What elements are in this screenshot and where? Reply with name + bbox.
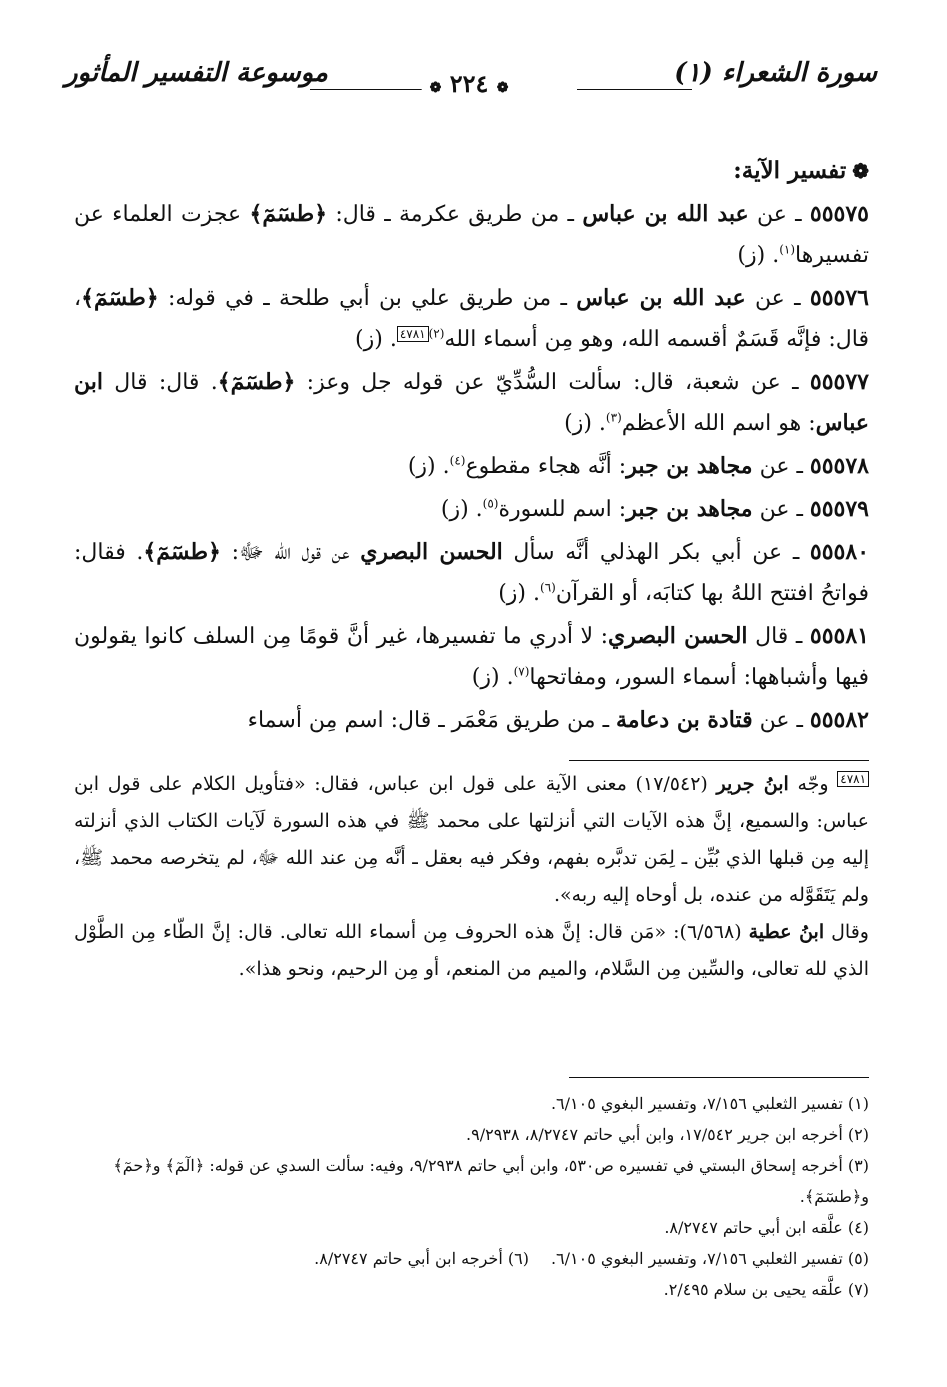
entry-55577: ٥٥٥٧٧ ـ عن شعبة، قال: سألت السُّدِّيّ عن قوله جل وعز: ﴿طسٓمٓ﴾. قال: قال ابن عباس: هو اسم الله الأعظم$^{(٣)}$. (ز) bbox=[74, 369, 869, 436]
commentary-ref-box[interactable]: ٤٧٨١ bbox=[397, 326, 429, 342]
footnote-5: (٥) تفسير الثعلبي ٧/١٥٦، وتفسير البغوي ٦/١٠٥. bbox=[550, 1249, 869, 1268]
footnote-ref[interactable]: (٣) bbox=[605, 410, 622, 425]
page-number: ٢٢٤ bbox=[449, 69, 489, 98]
footnote-6: (٦) أخرجه ابن أبي حاتم ٨/٢٧٤٧. bbox=[314, 1249, 529, 1268]
header-line-right bbox=[577, 89, 692, 90]
entry-55582: ٥٥٥٨٢ ـ عن قتادة بن دعامة ـ من طريق مَعْمَر ـ قال: اسم مِن أسماء bbox=[247, 707, 869, 733]
footnote-3: (٣) أخرجه إسحاق البستي في تفسيره ص٥٣٠، وابن أبي حاتم ٩/٢٩٣٨، وفيه: سألت السدي عن قوله: ﴿الٓمٓ﴾ و﴿حمٓ﴾ و﴿طسٓمٓ﴾. bbox=[113, 1156, 869, 1206]
footnote-ref[interactable]: (٤) bbox=[449, 453, 466, 468]
entry-55575: ٥٥٥٧٥ ـ عن عبد الله بن عباس ـ من طريق عكرمة ـ قال: ﴿طسٓمٓ﴾ عجزت العلماء عن تفسيرها$^{(١)}$. (ز) bbox=[74, 201, 869, 268]
footnote-1: (١) تفسير الثعلبي ٧/١٥٦، وتفسير البغوي ٦/١٠٥. bbox=[550, 1094, 869, 1113]
footnote-7: (٧) علَّقه يحيى بن سلام ٢/٤٩٥. bbox=[663, 1280, 869, 1299]
separator-line bbox=[569, 760, 869, 761]
entry-55580: ٥٥٥٨٠ ـ عن أبي بكر الهذلي أنَّه سأل الحسن البصري عن قول الله ﷻ: ﴿طسٓمٓ﴾. فقال: فواتحُ افتتح اللهُ بها كتابَه، أو القرآن$^{(٦)}$. (ز) bbox=[74, 539, 870, 606]
section-heading: ❁تفسير الآية: bbox=[733, 157, 869, 184]
footnote-4: (٤) علَّقه ابن أبي حاتم ٨/٢٧٤٧. bbox=[664, 1218, 869, 1237]
surah-title: سورة الشعراء (١) bbox=[674, 58, 877, 88]
main-text bbox=[74, 150, 869, 743]
commentary-block bbox=[74, 766, 869, 988]
footnote-ref[interactable]: (٥) bbox=[482, 496, 499, 511]
footnote-ref[interactable]: (٢) bbox=[428, 326, 445, 341]
footnote-2: (٢) أخرجه ابن جرير ١٧/٥٤٢، وابن أبي حاتم ٨/٢٧٤٧، ٩/٢٩٣٨. bbox=[466, 1125, 869, 1144]
ornament-icon: ❁ bbox=[429, 80, 442, 96]
footnote-ref[interactable]: (٦) bbox=[540, 580, 556, 595]
entry-55579: ٥٥٥٧٩ ـ عن مجاهد بن جبر: اسم للسورة$^{(٥)}$. (ز) bbox=[440, 496, 869, 522]
commentary-paragraph: ٤٧٨١ وجّه ابنُ جرير (١٧/٥٤٢) معنى الآية على قول ابن عباس، فقال: «فتأويل الكلام على قول ابن عباس: والسميع، إنَّ هذه الآيات التي أنزلتها على محمد ﷺ في هذه السورة لَآيات الكتاب الذي أنزلته إليه مِن قبلها الذي بُيِّن ـ لِمَن تدبَّره بفهم، وفكر فيه بعقل ـ أنَّه مِن عند الله ﷻ، لم يتخرصه محمد ﷺ، ولم يَتَقَوَّله من عنده، بل أوحاه إليه ربه». bbox=[74, 771, 870, 906]
footnote-ref[interactable]: (١) bbox=[779, 242, 796, 257]
page-number-wrap bbox=[422, 69, 517, 98]
footnote-5-6 bbox=[74, 1243, 869, 1274]
page-header bbox=[65, 58, 877, 98]
footnote-ref[interactable]: (٧) bbox=[513, 664, 530, 679]
entry-55581: ٥٥٥٨١ ـ قال الحسن البصري: لا أدري ما تفسيرها، غير أنَّ قومًا مِن السلف كانوا يقولون فيها وأشباهها: أسماء السور، ومفاتحها$^{(٧)}$. (ز) bbox=[74, 623, 869, 690]
entry-55578: ٥٥٥٧٨ ـ عن مجاهد بن جبر: أنَّه هجاء مقطوع$^{(٤)}$. (ز) bbox=[407, 453, 869, 479]
commentary-number-box: ٤٧٨١ bbox=[837, 771, 869, 787]
footnotes bbox=[74, 1088, 869, 1305]
commentary-paragraph: وقال ابنُ عطية (٦/٥٦٨): «مَن قال: إنَّ هذه الحروف مِن أسماء الله تعالى. قال: إنَّ الطّاء مِن الطَّوْل الذي لله تعالى، والسِّين مِن السَّلام، والميم من المنعم، أو مِن الرحيم، ونحو هذا». bbox=[74, 921, 869, 980]
separator-line bbox=[569, 1077, 869, 1078]
entry-55576: ٥٥٥٧٦ ـ عن عبد الله بن عباس ـ من طريق علي بن أبي طلحة ـ في قوله: ﴿طسٓمٓ﴾، قال: فإنَّه قَسَمٌ أقسمه الله، وهو مِن أسماء الله$^{(٢)}$٤٧٨١. (ز) bbox=[74, 285, 869, 352]
book-title: موسوعة التفسير المأثور bbox=[65, 58, 328, 88]
ornament-icon: ❁ bbox=[496, 80, 509, 96]
flower-ornament-icon: ❁ bbox=[852, 159, 869, 183]
header-line-left bbox=[310, 89, 422, 90]
